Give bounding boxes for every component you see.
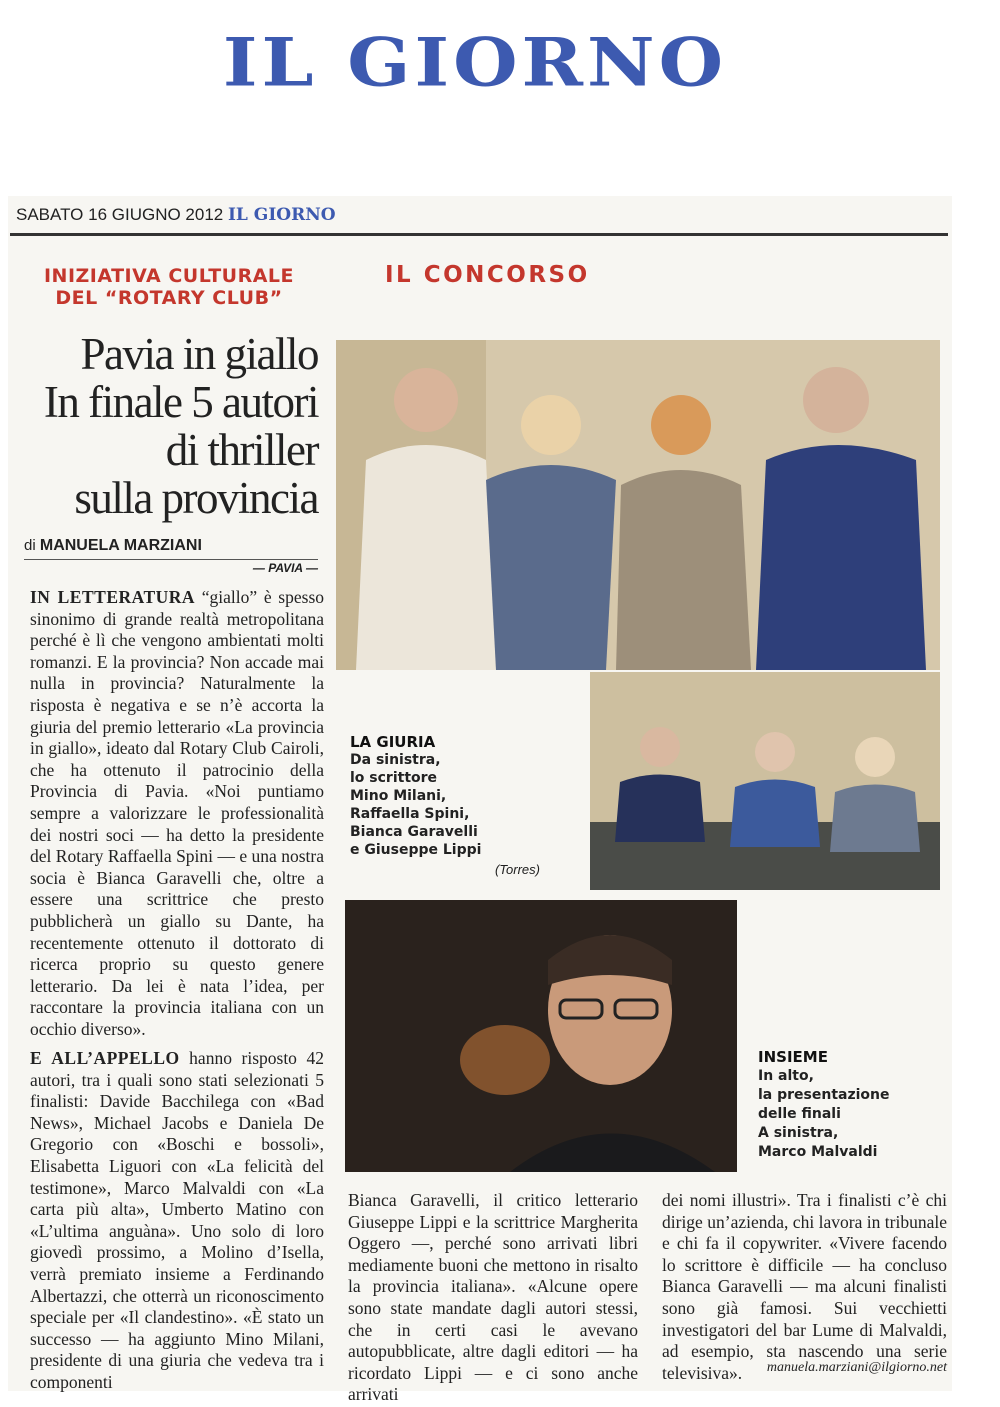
author-portrait-photo	[345, 900, 737, 1172]
byline	[24, 537, 324, 555]
headline-line-4: sulla provincia	[74, 473, 318, 523]
paragraph-1-lead: IN LETTERATURA	[30, 587, 196, 607]
article-column-2: Bianca Garavelli, il critico letterario Giuseppe Lippi e la scrittrice Margherita Oggero —, perché sono arrivati libri mediamente buoni che mettono in risalto la provincia italiana». «Alcune opere sono state mandate dagli autori stessi, che in certi casi le avevano autopubblicate, altre dagli editori — ha ricordato Lippi — e ci sono anche arrivati	[348, 1190, 638, 1405]
jury-table-illustration	[590, 672, 940, 890]
byline-rule	[24, 559, 318, 560]
caption-1-title: LA GIURIA	[350, 733, 436, 751]
paragraph-1-text: “giallo” è spesso sinonimo di grande realtà metropolitana perché è lì che vengono ambientati molti romanzi. E la provincia? Non accade mai nulla in provincia? Naturalmente la risposta è negativa e se n’è accorta la giuria del premio letterario «La provincia in giallo», ideato dal Rotary Club Cairoli, che ha ottenuto il patrocinio della Provincia di Pavia. «Noi puntiamo sempre a valorizzare le professionalità dei nostri soci — ha detto la presidente del Rotary Raffaella Spini — e una nostra socia è Bianca Garavelli che, oltre a essere una scrittrice che presto pubblicherà un giallo su Dante, ha recentemente ottenuto il dottorato di ricerca proprio su questo genere letterario. Da lei è nata l’idea, per raccontare la provincia italiana con un occhio diverso».	[30, 587, 325, 1039]
headline-line-2: In finale 5 autori	[43, 377, 318, 427]
newspaper-masthead: IL GIORNO	[222, 24, 728, 102]
caption-2-line: In alto,	[758, 1068, 814, 1084]
article-paragraph-1	[30, 587, 324, 1040]
kicker-line-1: INIZIATIVA CULTURALE	[43, 265, 295, 287]
kicker-line-2: DEL “ROTARY CLUB”	[55, 287, 283, 309]
byline-author: MANUELA MARZIANI	[39, 537, 202, 554]
byline-prefix: di	[24, 537, 36, 554]
headline-line-1: Pavia in giallo	[80, 329, 318, 379]
caption-2-line: la presentazione	[758, 1087, 890, 1103]
headline-line-3: di thriller	[165, 425, 318, 475]
caption-1-line: Mino Milani,	[350, 788, 447, 804]
article-paragraph-2	[30, 1048, 324, 1394]
caption-1-line: Raffaella Spini,	[350, 806, 470, 822]
jury-group-illustration	[336, 340, 940, 670]
caption-2-line: delle finali	[758, 1106, 841, 1122]
article-column-3: dei nomi illustri». Tra i finalisti c’è chi dirige un’azienda, chi lavora in tribunale e chi fa il copywriter. «Vivere facendo lo scrittore è difficile — ha concluso Bianca Garavelli — ma alcuni finalisti sono già famosi. Sui vecchietti investigatori del bar Lume di Malvaldi, ad esempio, sta nascendo una serie televisiva».	[662, 1190, 947, 1383]
portrait-photo-caption	[758, 1048, 938, 1162]
dateline-date: SABATO 16 GIUGNO 2012	[16, 205, 224, 224]
dateline	[16, 202, 336, 228]
jury-photo-caption	[350, 733, 580, 859]
caption-1-line: Da sinistra,	[350, 752, 441, 768]
top-rule	[10, 233, 948, 236]
section-label: IL CONCORSO	[385, 262, 590, 288]
kicker	[24, 265, 314, 309]
jury-group-photo	[336, 340, 940, 670]
jury-table-photo	[590, 672, 940, 890]
caption-1-line: Bianca Garavelli	[350, 824, 478, 840]
caption-2-line: Marco Malvaldi	[758, 1144, 878, 1160]
caption-1-line: e Giuseppe Lippi	[350, 842, 482, 858]
caption-2-title: INSIEME	[758, 1048, 828, 1066]
dateline-paper-logo: IL GIORNO	[227, 205, 336, 225]
author-email: manuela.marziani@ilgiorno.net	[766, 1360, 947, 1375]
caption-1-line: lo scrittore	[350, 770, 438, 786]
headline	[18, 330, 318, 522]
dateline-place: — PAVIA —	[252, 561, 318, 575]
author-portrait-illustration	[345, 900, 737, 1172]
caption-2-line: A sinistra,	[758, 1125, 839, 1141]
paragraph-2-lead: E ALL’APPELLO	[30, 1048, 180, 1068]
paragraph-2-text: hanno risposto 42 autori, tra i quali sono stati selezionati 5 finalisti: Davide Bacchilega con «Bad News», Michael Jacobs e Daniela De Gregorio con «Boschi e bossoli», Elisabetta Liguori con «La felicità del testimone», Marco Malvaldi con «La carta più alta», Umberto Matino con «L’ultima anguàna». Uno solo di loro giovedì prossimo, a Molino d’Isella, verrà premiato insieme a Ferdinando Albertazzi, che otterrà un riconoscimento speciale per «Il clandestino». «È stato un successo — ha aggiunto Mino Milani, presidente di una giuria che vedeva tra i componenti	[30, 1048, 324, 1392]
photo-credit: (Torres)	[494, 862, 540, 877]
